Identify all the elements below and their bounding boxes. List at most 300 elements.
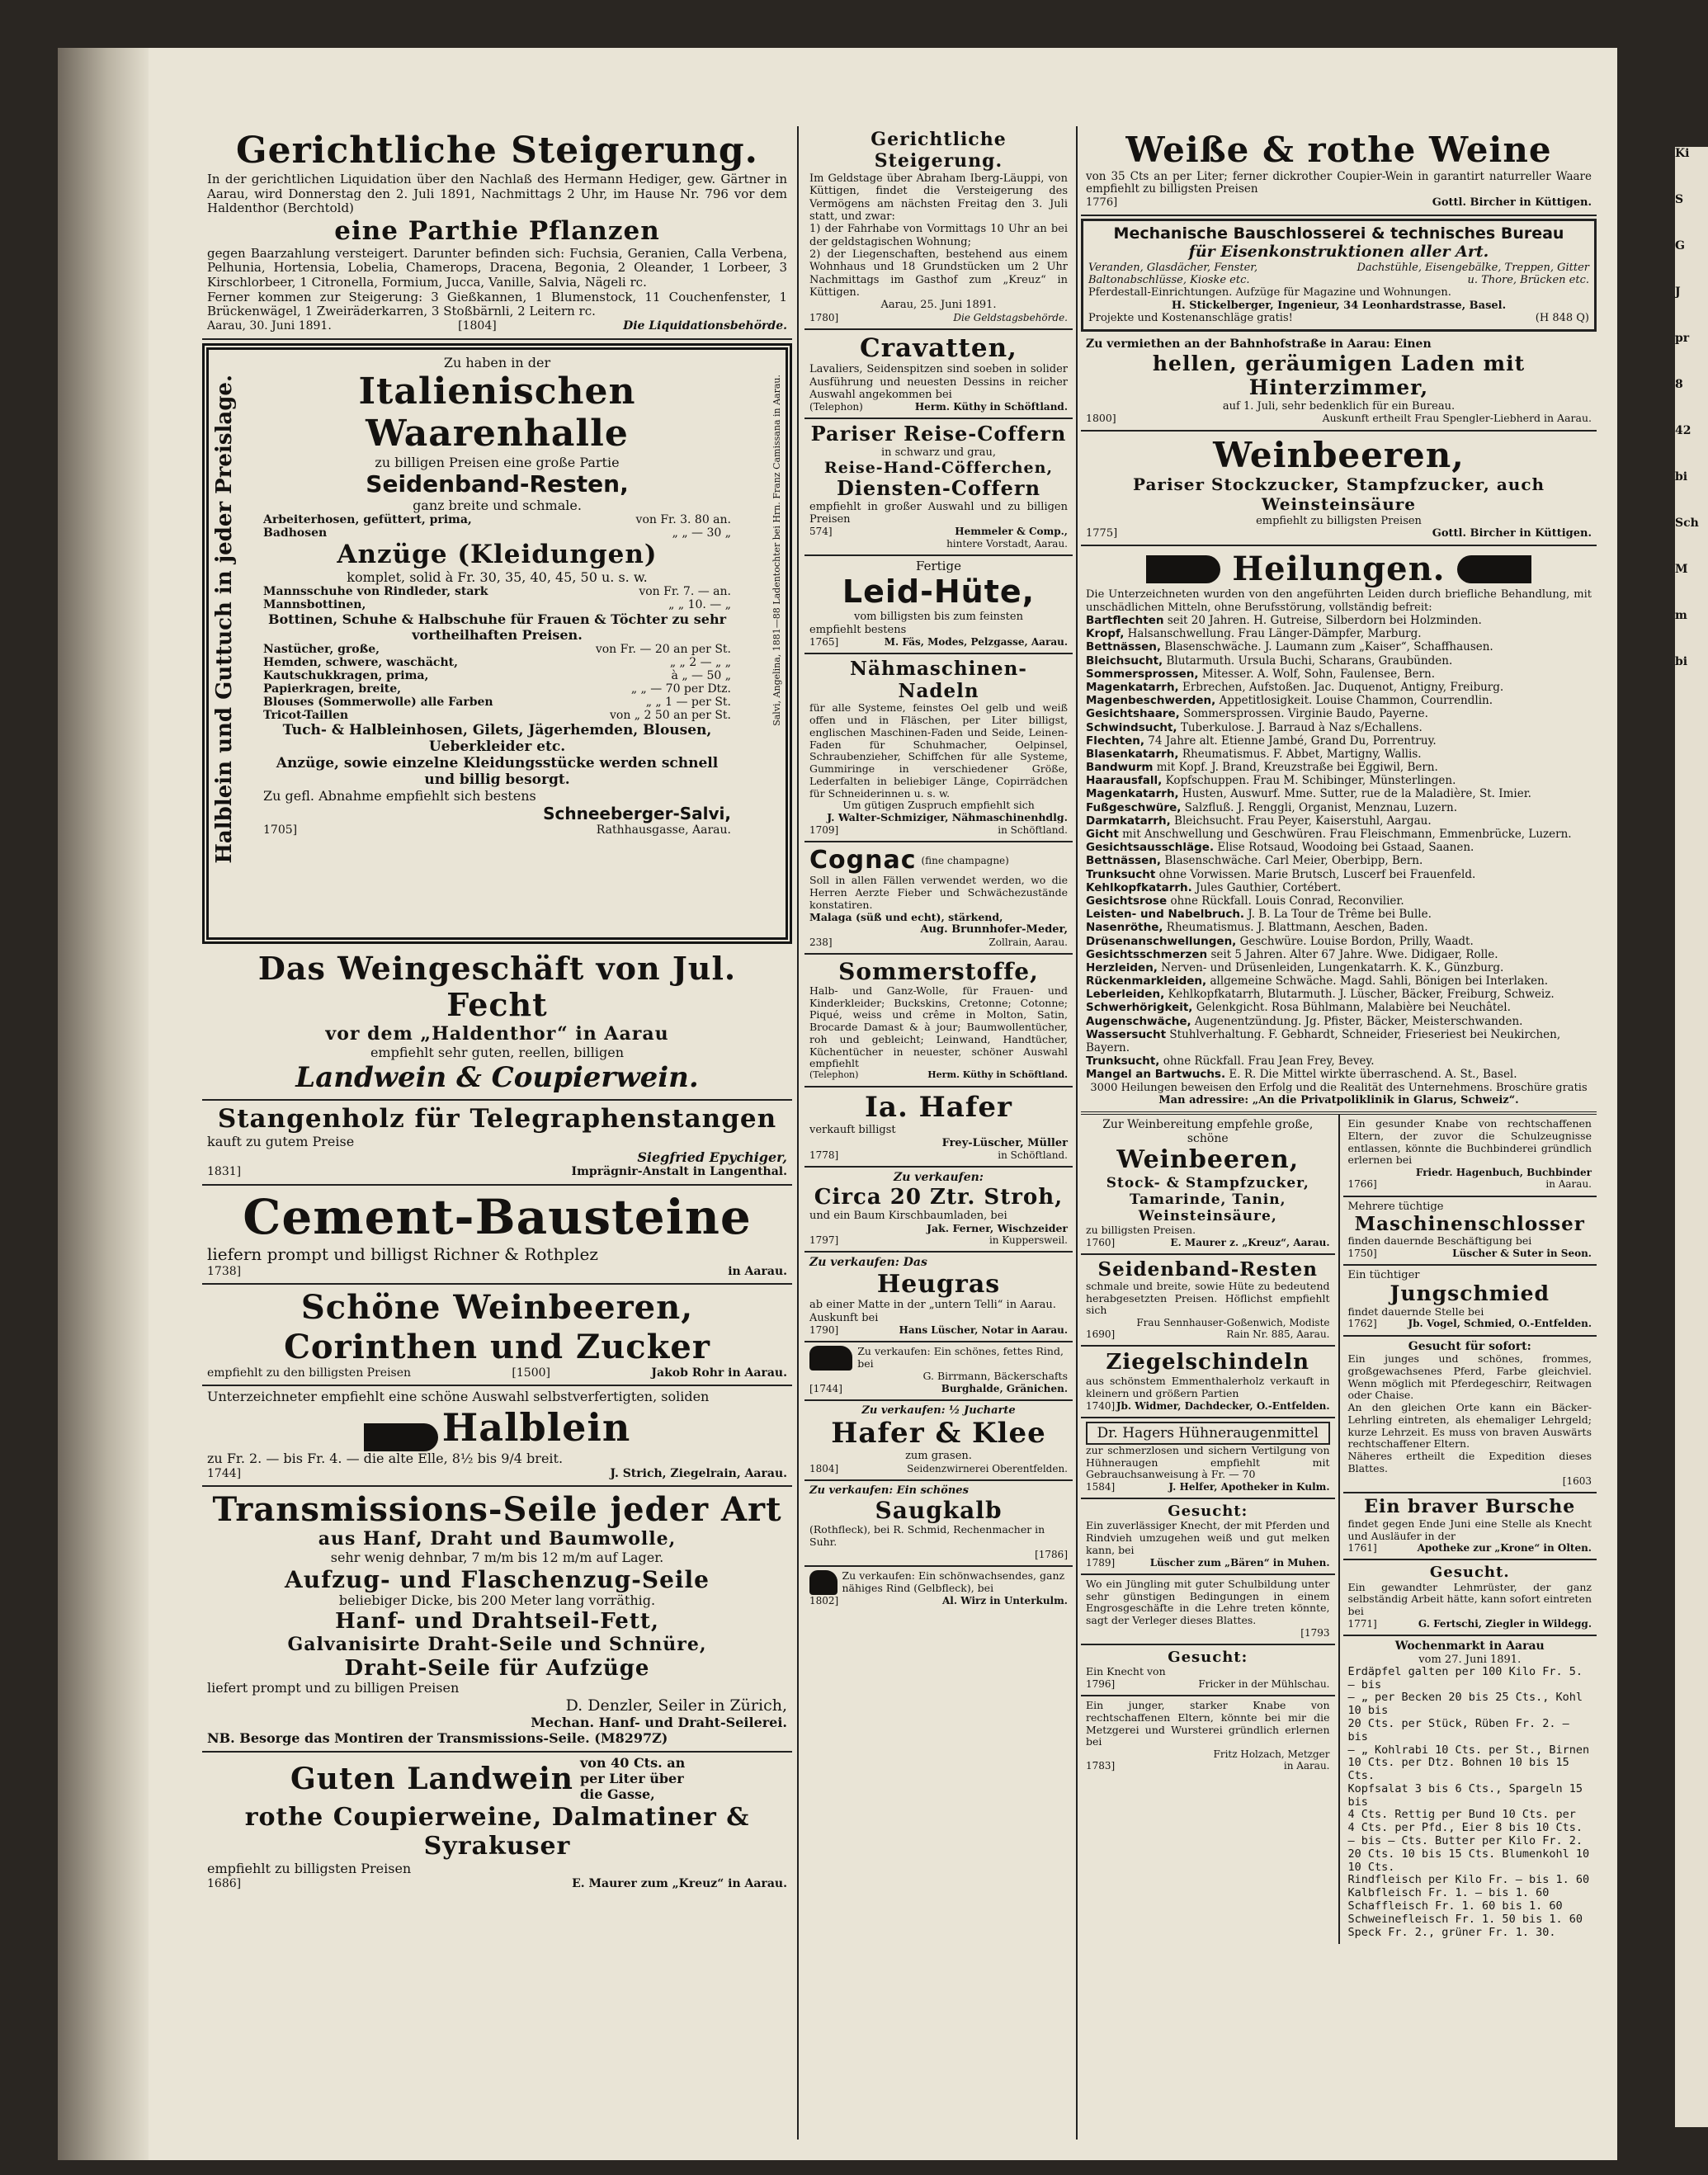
ad-gesucht-pferd [1343, 1337, 1597, 1493]
ad-signature: Jak. Ferner, Wischzeider [927, 1221, 1068, 1234]
ad-intro: Unterzeichneter empfiehlt eine schöne Auswahl selbstverfertigten, soliden [207, 1389, 710, 1405]
cure-entry [1086, 921, 1592, 934]
ad-hagers [1081, 1418, 1335, 1499]
pointing-hand-icon [1146, 555, 1220, 583]
ad-text: Ein Knecht von [1086, 1665, 1166, 1678]
ad-weinbeeren-bircher [1081, 432, 1597, 546]
cure-condition: Rückenmarkleiden, [1086, 974, 1207, 988]
ad-place: Burghalde, Gränichen. [941, 1382, 1068, 1394]
side-text-left: Halblein und Guttuch in jeder Preislage. [212, 374, 237, 864]
telephon-badge: (Telephon) [809, 401, 863, 413]
subcolumn-left [1081, 1115, 1340, 1944]
ad-title: Ein braver Bursche [1364, 1495, 1576, 1517]
ad-title: Transmissions-Seile jeder Art [212, 1490, 782, 1530]
ad-footer [1086, 413, 1592, 425]
edge-fragment: pr [1675, 332, 1690, 345]
cure-entry [1086, 774, 1592, 787]
edge-fragment: G [1675, 239, 1685, 252]
ad-number: 1740] [1086, 1399, 1116, 1412]
column-middle [804, 126, 1073, 1611]
market-price-line: Schweinefleisch Fr. 1. 50 bis 1. 60 [1347, 1912, 1583, 1926]
cure-condition: Flechten, [1086, 734, 1144, 748]
cure-entry [1086, 961, 1592, 974]
ad-footer [809, 1149, 1068, 1161]
cure-entry [1086, 1028, 1592, 1054]
price-row: Kautschukkragen, prima, à „ — 50 „ [263, 668, 731, 682]
ad-title: Ziegelschindeln [1106, 1350, 1310, 1375]
ad-cement [202, 1186, 792, 1286]
ad-place: in Aarau. [1283, 1760, 1330, 1772]
cure-testimonial: Gelenkgicht. Rosa Bühlmann, Malabière bei Neuchâtel. [1196, 1001, 1511, 1015]
ad-line: empfiehlt sehr guten, reellen, billigen [370, 1045, 625, 1061]
ad-intro: Zu vermiethen an der Bahnhofstraße in Aarau: Einen [1086, 337, 1432, 351]
cure-entry [1086, 1015, 1592, 1028]
cure-condition: Kropf, [1086, 627, 1125, 641]
ad-braver-bursche [1343, 1493, 1597, 1561]
subcolumn-right [1340, 1115, 1597, 1944]
ad-text: von 35 Cts an per Liter; ferner dickrother Coupier-Wein in garantirt naturreller Waare empfiehlt zu billigsten Preisen [1086, 169, 1592, 196]
market-price-line: 4 Cts. Rettig per Bund 10 Cts. per [1347, 1808, 1576, 1822]
ad-signature: H. Stickelberger, Ingenieur, 34 Leonhardstrasse, Basel. [1171, 299, 1507, 312]
ad-number: 1738] [207, 1264, 242, 1278]
ad-line: Bottinen, Schuhe & Halbschuhe für Frauen & Töchter zu sehr vortheilhaften Preisen. [267, 611, 727, 643]
ad-weinbereitung [1081, 1115, 1335, 1254]
market-price-line: 20 Cts. per Stück, Rüben Fr. 2. — bis [1347, 1717, 1569, 1743]
cure-entry [1086, 908, 1592, 921]
ad-text: für alle Systeme, feinstes Oel gelb und weiß offen und in Fläschen, per Liter billigst, englischen Maschinen-Faden und Seide, Leinen-Faden für Schuhmacher, Oelpinsel, Schraubenzieher, Schiffchen für alle Systeme, Gummiringe in verschiedener Größe, Lederfalten in beliebiger Länge, Copirrädchen für Schneiderinnen u. s. w. [809, 701, 1068, 800]
cure-condition: Magenbeschwerden, [1086, 694, 1216, 708]
ad-subtitle: Seidenband-Resten, [366, 469, 629, 498]
ad-guten-landwein [202, 1753, 792, 1895]
ad-number: 574] [809, 526, 833, 538]
ad-signature: Friedr. Hagenbuch, Buchbinder [1415, 1167, 1592, 1179]
ad-text-left: Veranden, Glasdächer, Fenster, Baltonabschlüsse, Kioske etc. [1088, 261, 1258, 286]
ad-gesucht-knecht [1081, 1499, 1335, 1575]
cure-condition: Haarausfall, [1086, 774, 1163, 788]
price-row: Mannsbottinen, „ „ 10. — „ [263, 597, 731, 611]
cure-entry [1086, 974, 1592, 988]
ad-footer [809, 937, 1068, 948]
ad-stangenholz [202, 1101, 792, 1186]
cure-condition: Magenkatarrh, [1086, 680, 1179, 694]
ad-number: 1584] [1086, 1481, 1116, 1493]
market-price-line: 10 Cts. per Dtz. Bohnen 10 bis 15 Cts. [1347, 1756, 1569, 1783]
cure-testimonial: Blutarmuth. Ursula Buchi, Scharans, Graubünden. [1166, 653, 1453, 668]
cure-entry [1086, 654, 1592, 668]
ad-footer [809, 1595, 1068, 1606]
ad-subtitle: Hanf- und Drahtseil-Fett, [335, 1609, 659, 1635]
ad-signature: J. Helfer, Apotheker in Kulm. [1168, 1481, 1330, 1493]
ad-title: Weiße & rothe Weine [1125, 130, 1552, 170]
cure-entry [1086, 614, 1592, 627]
cure-entry [1086, 748, 1592, 761]
ad-title: Sommerstoffe, [838, 957, 1039, 985]
price-row: Blouses (Sommerwolle) alle Farben „ „ 1 — per St. [263, 695, 731, 709]
ad-signature: Jb. Vogel, Schmied, O.-Entfelden. [1408, 1318, 1592, 1330]
market-price-line: — „ Kohlrabi 10 Cts. per St., Birnen [1347, 1743, 1590, 1757]
ad-seidenband [1081, 1255, 1335, 1347]
cure-condition: Gesichtsausschläge. [1086, 841, 1215, 855]
ad-rind [804, 1342, 1073, 1401]
ad-title: hellen, geräumigen Laden mit Hinterzimmer, [1152, 351, 1526, 400]
cure-entry [1086, 721, 1592, 734]
cure-testimonial: Blasenschwäche. Carl Meier, Oberbipp, Bern. [1164, 854, 1423, 868]
cure-testimonial: Rheumatismus. J. Blattmann, Aeschen, Baden. [1166, 921, 1428, 935]
cure-testimonial: Kopfschuppen. Frau M. Schibinger, Münsterlingen. [1165, 774, 1456, 788]
market-price-line: Rindfleisch per Kilo Fr. — bis 1. 60 [1347, 1873, 1590, 1887]
ad-number: 1766] [1347, 1178, 1377, 1191]
cure-entry [1086, 694, 1592, 707]
ad-title: Pariser Reise-Coffern [810, 422, 1067, 446]
price-row: Papierkragen, breite, „ „ — 70 per Dtz. [263, 682, 731, 696]
edge-fragment: S [1675, 193, 1684, 206]
ad-signature: Hemmeler & Comp., [955, 526, 1068, 538]
cure-testimonial: Erbrechen, Aufstoßen. Jac. Duquenot, Antigny, Freiburg. [1182, 680, 1504, 694]
cure-entry [1086, 787, 1592, 800]
ad-text: Im Geldstage über Abraham Iberg-Läuppi, von Küttigen, findet die Versteigerung des Vermögens am nächsten Freitag den 3. Juli statt, und zwar: [809, 172, 1068, 223]
ad-title: Halblein [441, 1405, 631, 1451]
ad-item: 2) der Liegenschaften, bestehend aus einem Wohnhaus und 18 Grundstücken um 2 Uhr Nachmittags im Gasthof zum „Kreuz“ in Küttigen. [809, 248, 1068, 299]
ad-place: in Schöftland. [998, 823, 1068, 836]
edge-fragment: Ki [1675, 147, 1690, 160]
edge-fragment: bi [1675, 655, 1688, 668]
ad-number: 1765] [809, 635, 839, 648]
ad-signature: Jakob Rohr in Aarau. [651, 1366, 787, 1380]
price-row: Badhosen „ „ — 30 „ [263, 526, 731, 540]
ad-title: Leid-Hüte, [842, 573, 1036, 611]
ad-footer [207, 1165, 787, 1179]
cure-entry [1086, 988, 1592, 1001]
ad-title: Weinbeeren, [1213, 434, 1465, 475]
ad-title: Gerichtliche Steigerung. [871, 129, 1007, 172]
ad-number: 1789] [1086, 1556, 1116, 1569]
cure-condition: Fußgeschwüre, [1086, 800, 1182, 814]
cure-testimonial: Stuhlverhaltung. F. Gebhardt, Schneider, Frieseriest bei Neukirchen, Bayern. [1086, 1027, 1561, 1054]
ad-line: liefern prompt und billigst Richner & Rothplez [207, 1244, 598, 1265]
cure-testimonial: ohne Vorwissen. Marie Brutsch, Luscerf bei Frauenfeld. [1158, 867, 1476, 881]
telephon-badge: (Telephon) [809, 1069, 859, 1081]
market-price-line: Kopfsalat 3 bis 6 Cts., Spargeln 15 bis [1347, 1781, 1583, 1809]
cure-condition: Schwerhörigkeit, [1086, 1001, 1193, 1015]
ad-number: 1831] [207, 1165, 242, 1179]
cure-testimonial: Jules Gauthier, Cortébert. [1196, 880, 1342, 894]
ad-title: Gesucht: [1168, 1648, 1248, 1666]
ad-signature: E. Maurer zum „Kreuz“ in Aarau. [572, 1876, 787, 1890]
ad-footer [1086, 1237, 1330, 1248]
market-price-line: 20 Cts. 10 bis 15 Cts. Blumenkohl 10 [1347, 1847, 1590, 1861]
ad-bauschlosserei [1081, 219, 1597, 332]
ad-jungschmied [1343, 1266, 1597, 1337]
cure-condition: Schwindsucht, [1086, 720, 1177, 734]
ad-line: Tuch- & Halbleinhosen, Gilets, Jägerhemden, Blousen, Ueberkleider etc. [282, 721, 712, 755]
ad-intro: Die Unterzeichneten wurden von den angeführten Leiden durch briefliche Behandlung, mit unschädlichen Mitteln, ohne Berufsstörung, vollständig befreit: [1086, 588, 1592, 614]
price-row: Hemden, schwere, waschächt, „ „ 2 — „ „ [263, 655, 731, 669]
ad-line: Pferdestall-Einrichtungen. Aufzüge für Magazine und Wohnungen. [1088, 286, 1451, 300]
edge-fragment: 42 [1675, 424, 1691, 437]
cure-entry [1086, 854, 1592, 867]
ad-number: [1603 [1562, 1474, 1592, 1487]
ad-metzgerei [1081, 1696, 1335, 1776]
ad-title: Hafer & Klee [831, 1417, 1046, 1451]
ad-intro: Zu verkaufen: Das [809, 1256, 927, 1270]
cure-condition: Nasenröthe, [1086, 921, 1163, 935]
cure-testimonial: Augenentzündung. Jg. Pfister, Bäcker, Meisterschwanden. [1194, 1014, 1523, 1028]
ad-line: verkauft billigst [809, 1124, 896, 1137]
cure-condition: Gicht [1086, 828, 1119, 841]
ad-text: (Rothfleck), bei R. Schmid, Rechenmacher in Suhr. [809, 1523, 1045, 1549]
column-right [1081, 126, 1597, 1944]
ad-text: und ein Baum Kirschbaumladen, bei [809, 1210, 1007, 1223]
ad-title: Wochenmarkt in Aarau [1394, 1640, 1545, 1654]
edge-fragment: J [1675, 285, 1681, 299]
ad-line: komplet, solid à Fr. 30, 35, 40, 45, 50 u. s. w. [347, 569, 648, 585]
ad-line: Weinsteinsäure, [1138, 1207, 1277, 1224]
ad-number: [1793 [1300, 1626, 1330, 1639]
ad-title: Jungschmied [1390, 1281, 1550, 1306]
ad-signature: Fricker in der Mühlschau. [1198, 1677, 1330, 1690]
ad-signature: G. Birrmann, Bäckerschafts [922, 1370, 1068, 1383]
ad-text: finden dauernde Beschäftigung bei [1347, 1234, 1532, 1247]
cure-testimonial: Halsanschwellung. Frau Länger-Dämpfer, Marburg. [1127, 627, 1422, 641]
ad-line: zu Fr. 2. — bis Fr. 4. — die alte Elle, 8½ bis 9/4 breit. [207, 1450, 564, 1466]
ad-number: 1709] [809, 823, 839, 836]
market-price-line: Kalbfleisch Fr. 1. — bis 1. 60 [1347, 1886, 1550, 1900]
ad-signature: M. Fäs, Modes, Pelzgasse, Aarau. [884, 635, 1068, 648]
ad-footer [207, 1366, 787, 1380]
ad-footer [1086, 1481, 1330, 1493]
ad-signature: Herm. Küthy in Schöftland. [914, 401, 1068, 413]
cure-entry [1086, 627, 1592, 640]
ad-footer [1348, 1542, 1592, 1554]
ad-saugkalb [804, 1481, 1073, 1567]
column-rule [1076, 126, 1078, 2140]
cure-entry [1086, 1068, 1592, 1081]
ad-footer [1086, 1400, 1330, 1412]
ad-date: Aarau, 30. Juni 1891. [207, 318, 332, 333]
column-rule [797, 126, 799, 2140]
ad-number: 238] [809, 936, 833, 948]
ad-note: (fine champagne) [921, 854, 1009, 866]
cure-testimonial: Nerven- und Drüsenleiden, Lungenkatarrh. K. K., Günzburg. [1161, 960, 1504, 974]
ad-text: In der gerichtlichen Liquidation über den Nachlaß des Hermann Hediger, gew. Gärtner in Aarau, wird Donnerstag den 2. Juli 1891, Nachmittags 2 Uhr, im Hause Nr. 796 vor dem Haldenthor (Berchtold) [207, 171, 787, 216]
ad-text: Ein junges und schönes, frommes, großgewachsenes Pferd, Farbe gleichviel. Wenn möglich mit Pferdegeschirr, Reitwagen oder Chaise. [1347, 1352, 1592, 1402]
ad-title: Seidenband-Resten [1097, 1257, 1318, 1281]
ad-signature-2: Mechan. Hanf- und Draht-Seilerei. [531, 1714, 787, 1730]
cure-condition: Gesichtshaare, [1086, 707, 1180, 721]
ad-footer [809, 824, 1068, 836]
ad-footer [1348, 1248, 1592, 1259]
ad-footer [207, 1265, 787, 1279]
ad-address: hintere Vorstadt, Aarau. [946, 537, 1068, 550]
ad-weisse-rothe-weine [1081, 126, 1597, 216]
ad-text: An den gleichen Orte kann ein Bäcker-Lehrling eintreten, als ehemaliger Lehrgeld; kurze Lehrzeit. Es muss von braven Auswärts rechtschaffener Eltern. [1347, 1401, 1592, 1451]
ad-stroh [804, 1168, 1073, 1253]
cure-testimonial: Kehlkopfkatarrh, Blutarmuth. J. Lüscher, Bäcker, Freiburg, Schweiz. [1168, 988, 1555, 1002]
ad-number: 1800] [1086, 412, 1116, 425]
ad-laden-vermiethen [1081, 334, 1597, 432]
cure-condition: Bettnässen, [1086, 854, 1162, 868]
price-row: Arbeiterhosen, gefüttert, prima, von Fr. 3. 80 an. [263, 512, 731, 526]
ad-signature: Gottl. Bircher in Küttigen. [1432, 196, 1592, 210]
ad-number: [1804] [458, 318, 497, 333]
ad-number: 1804] [809, 1462, 839, 1474]
ad-line: ganz breite und schmale. [413, 497, 582, 513]
cow-icon [809, 1570, 837, 1595]
ad-number: 1790] [809, 1323, 839, 1336]
ad-cravatten [804, 330, 1073, 420]
right-subcolumns [1081, 1115, 1597, 1944]
ad-cognac [804, 842, 1073, 955]
ad-text: Soll in allen Fällen verwendet werden, wo die Herren Aerzte Fieber und Schwächezustände konstatiren. [809, 874, 1068, 911]
ad-line: zu billigen Preisen eine große Partie [375, 454, 620, 470]
ad-sommerstoffe [804, 955, 1073, 1088]
ad-line: liefert prompt und zu billigen Preisen [207, 1680, 460, 1696]
ad-footer [809, 526, 1068, 537]
ad-footer [1086, 527, 1592, 540]
ad-leid-huete [804, 556, 1073, 654]
ad-text: ab einer Matte in der „untern Telli“ in Aarau. Auskunft bei [809, 1299, 1056, 1324]
ad-line: Um gütigen Zuspruch empfiehlt sich [842, 799, 1035, 812]
ad-number: 1778] [809, 1149, 839, 1161]
ad-line: zum grasen. [905, 1450, 972, 1463]
ad-line: Stock- & Stampfzucker, [1106, 1174, 1309, 1191]
ad-number: 1780] [809, 311, 839, 323]
ad-signature: Die Geldstagsbehörde. [953, 311, 1068, 323]
ad-line: Anzüge, sowie einzelne Kleidungsstücke werden schnell und billig besorgt. [276, 754, 719, 788]
ad-number: 1796] [1086, 1677, 1116, 1690]
ad-intro: Zur Weinbereitung empfehle große, schöne [1102, 1118, 1314, 1145]
newspaper-page [58, 48, 1699, 2160]
cure-testimonial: ohne Rückfall. Frau Jean Frey, Bevey. [1163, 1054, 1375, 1069]
ad-intro: Zu verkaufen: ½ Jucharte [861, 1404, 1016, 1418]
ad-line: kauft zu gutem Preise [207, 1133, 355, 1149]
cure-condition: Augenschwäche, [1086, 1014, 1191, 1028]
ad-signature: Siegfried Epychiger, [637, 1149, 787, 1165]
ad-footer [1348, 1178, 1592, 1190]
ad-signature: Auskunft ertheilt Frau Spengler-Liebherd in Aarau. [1322, 412, 1592, 425]
cure-entry [1086, 681, 1592, 694]
pointing-hand-icon [364, 1423, 438, 1451]
ad-footer [809, 1070, 1068, 1081]
ad-address: Rain Nr. 885, Aarau. [1226, 1328, 1330, 1341]
cure-testimonial: 74 Jahre alt. Etienne Jambé, Grand Du, Porrentruy. [1148, 734, 1437, 748]
ad-subtitle: für Eisenkonstruktionen aller Art. [1188, 243, 1489, 262]
ad-footer [1086, 196, 1592, 209]
ad-line: auf 1. Juli, sehr bedenklich für ein Bureau. [1222, 399, 1456, 413]
ad-text: Zu verkaufen: Ein schönes, fettes Rind, bei [857, 1345, 1064, 1370]
cure-condition: Trunksucht, [1086, 1054, 1160, 1069]
ad-line: vor dem „Haldenthor“ in Aarau [325, 1023, 669, 1045]
cure-testimonial: mit Anschwellung und Geschwüren. Frau Fleischmann, Emmenbrücke, Luzern. [1122, 828, 1572, 841]
cure-testimonial: seit 5 Jahren. Alter 67 Jahre. Wwe. Didigaer, Rolle. [1210, 947, 1498, 961]
cure-testimonial: J. B. La Tour de Trême bei Bulle. [1248, 908, 1432, 922]
ad-signature: D. Denzler, Seiler in Zürich, [565, 1696, 787, 1715]
ad-subtitle: Pariser Stockzucker, Stampfzucker, auch Weinsteinsäure [1132, 474, 1545, 514]
ad-signature: Gottl. Bircher in Küttigen. [1432, 526, 1592, 540]
cure-condition: Gesichtsschmerzen [1086, 947, 1208, 961]
ad-text-right: Dachstühle, Eisengebälke, Treppen, Gitter u. Thore, Brücken etc. [1356, 261, 1589, 286]
cure-condition: Magenkatarrh, [1086, 787, 1179, 801]
cure-testimonial: Tuberkulose. J. Barraud à Naz s/Echallens. [1180, 720, 1423, 734]
edge-fragment: bi [1675, 470, 1688, 484]
ad-intro: Ein tüchtiger [1347, 1268, 1420, 1281]
ad-line: zu billigsten Preisen. [1086, 1223, 1196, 1236]
ad-text: Lavaliers, Seidenspitzen sind soeben in solider Ausführung und neuesten Dessins in reicher Auswahl angekommen bei [809, 363, 1068, 401]
price-row: Nastücher, große, von Fr. — 20 an per St. [263, 642, 731, 656]
ad-heugras [804, 1253, 1073, 1342]
ad-steigerung-iberg [804, 126, 1073, 330]
ad-line: empfiehlt zu den billigsten Preisen [207, 1366, 412, 1380]
ad-text: gegen Baarzahlung versteigert. Darunter befinden sich: Fuchsia, Geranien, Calla Verbena, Pelhunia, Hortensia, Lobelia, Chamerops, Dracena, Begonia, 2 Oleander, 1 Lorbeer, 3 Kirschlorbeer, 1 Citronella, Formium, Jucca, Vanille, Salvia, Nägeli rc. [207, 245, 787, 290]
ad-text: Zu verkaufen: Ein schönwachsendes, ganz nähiges Rind (Gelbfleck), bei [842, 1569, 1065, 1594]
cure-condition: Leisten- und Nabelbruch. [1086, 908, 1245, 922]
ad-number: [1744] [809, 1382, 842, 1394]
ad-title: Schöne Weinbeeren, Corinthen und Zucker [284, 1288, 710, 1366]
adjacent-page-edge [1675, 147, 1708, 2127]
ad-number: [1786] [1035, 1548, 1068, 1560]
ad-footer [207, 1467, 787, 1481]
ad-footer [1086, 1557, 1330, 1569]
ad-intro: Zu verkaufen: Ein schönes [809, 1484, 969, 1497]
ad-title: Mechanische Bauschlosserei & technisches Bureau [1113, 224, 1564, 243]
ad-number: 1750] [1347, 1247, 1377, 1259]
ad-date: Aarau, 25. Juni 1891. [880, 299, 997, 312]
ad-text: schmale und breite, sowie Hüte zu bedeutend herabgesetzten Preisen. Höflichst empfiehlt sich [1086, 1279, 1330, 1317]
ad-number: 1744] [207, 1466, 242, 1480]
ad-maschinenschlosser [1343, 1197, 1597, 1266]
ad-footer [809, 1383, 1068, 1394]
ad-text: Ein gewandter Lehmrüster, der ganz selbständig Arbeit hätte, kann sofort eintreten bei [1347, 1580, 1592, 1618]
ad-title: Heugras [876, 1269, 1001, 1299]
cure-testimonial: Mitesser. A. Wolf, Sohn, Faulensee, Bern. [1201, 667, 1436, 681]
ad-title: Italienischen Waarenhalle [358, 370, 636, 455]
ad-signature: Lüscher zum „Bären“ in Muhen. [1149, 1556, 1330, 1569]
ad-title: Cognac [809, 845, 917, 875]
ad-heilungen [1081, 546, 1597, 1115]
ad-weingeschaeft [202, 947, 792, 1102]
ad-halblein [202, 1386, 792, 1487]
ad-signature: Hans Lüscher, Notar in Aarau. [899, 1323, 1068, 1336]
ad-footer [1086, 1328, 1330, 1340]
ad-text: findet dauernde Stelle bei [1347, 1305, 1484, 1318]
ad-text: Halb- und Ganz-Wolle, für Frauen- und Kinderkleider; Buckskins, Cretonne; Cotonne; Piqué, weiss und crême in Molton, Satin, Brocarde Damast & à jour; Baumwollentücher, roh und gebleicht; Leinwand, Handtücher, Küchentücher in neuester, schöner Auswahl empfiehlt [809, 984, 1068, 1070]
ad-subtitle: Reise-Hand-Cöfferchen, [823, 459, 1054, 478]
ad-footer [1086, 1678, 1330, 1690]
ad-footer [1086, 1760, 1330, 1772]
ad-title: Cravatten, [860, 333, 1017, 363]
ad-footer [1348, 1318, 1592, 1329]
cure-condition: Bartflechten [1086, 614, 1164, 627]
market-price-line: — „ per Becken 20 bis 25 Cts., Kohl 10 bis [1347, 1691, 1583, 1718]
ad-line: empfiehlt bestens [809, 623, 907, 636]
ad-lehmruester [1343, 1560, 1597, 1636]
market-price-line: 10 Cts. [1347, 1860, 1395, 1874]
ad-weinbeeren-corinthen [202, 1285, 792, 1386]
edge-fragment: Sch [1675, 517, 1699, 530]
ad-subtitle: eine Parthie Pflanzen [334, 215, 660, 246]
ad-gesucht-knecht-2 [1081, 1645, 1335, 1696]
pointing-hand-icon [1457, 555, 1531, 583]
cure-testimonial: Geschwüre. Louise Bordon, Prilly, Waadt. [1239, 934, 1474, 948]
ad-intro: Fertige [916, 558, 961, 573]
ad-number: 1760] [1086, 1236, 1116, 1248]
ad-text: Wo ein Jüngling mit guter Schulbildung unter sehr günstigen Bedingungen in einem Engrosgeschäfte in die Lehre treten könnte, sagt der Verleger dieses Blattes. [1086, 1577, 1330, 1627]
ad-title: Circa 20 Ztr. Stroh, [814, 1184, 1064, 1210]
ad-text: Ein zuverlässiger Knecht, der mit Pferden und Rindvieh umzugehen weiß und gut melken kann, bei [1086, 1519, 1330, 1556]
cow-icon [809, 1346, 852, 1371]
ad-transmissions-seile [202, 1487, 792, 1753]
cure-condition: Wassersucht [1086, 1027, 1167, 1041]
